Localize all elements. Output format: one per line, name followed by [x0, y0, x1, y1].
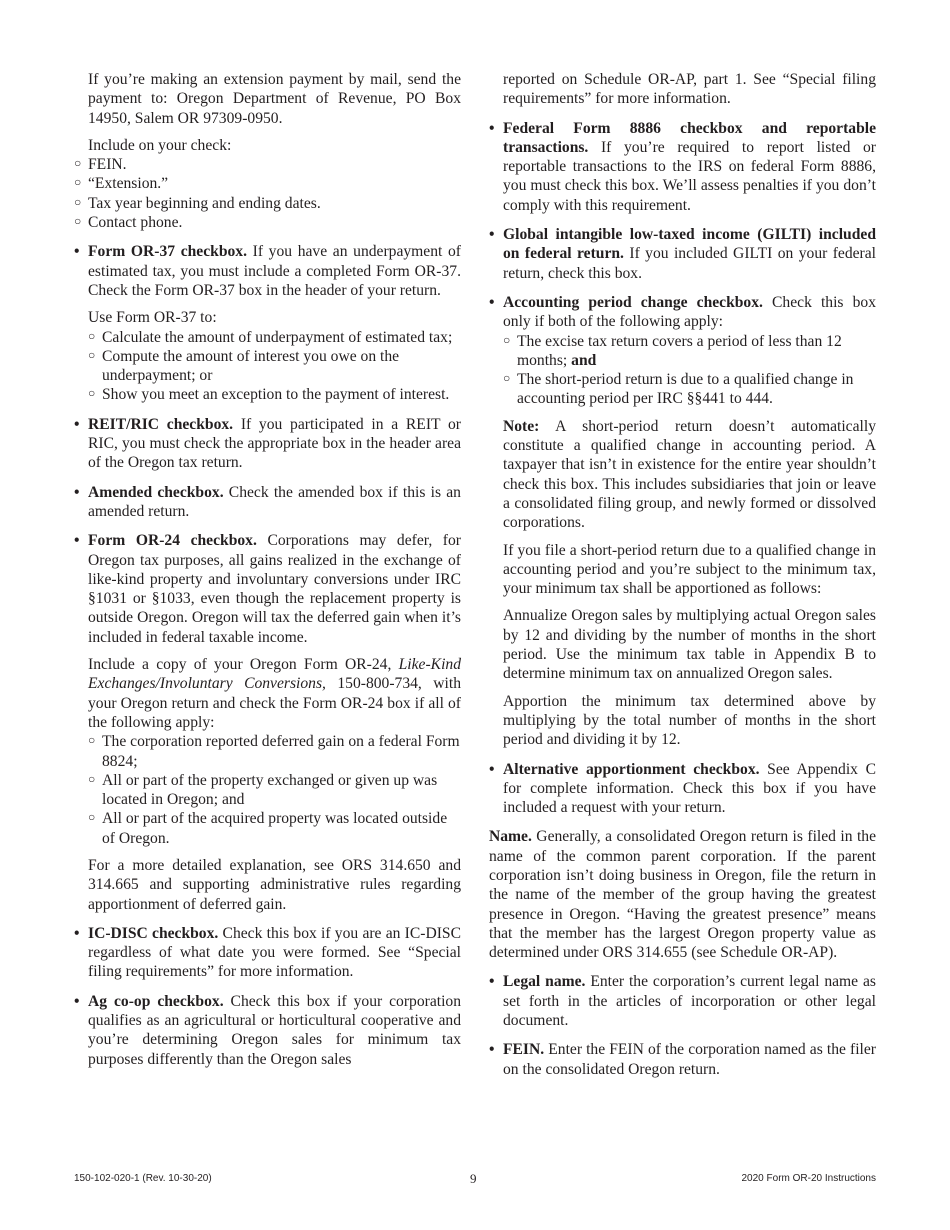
continued-paragraph: reported on Schedule OR-AP, part 1. See “Special filing requirements” for more information. [503, 71, 876, 108]
check-items-list [74, 155, 461, 232]
extension-payment-paragraph: If you’re making an extension payment by mail, send the payment to: Oregon Department of Revenue, PO Box 14950, Salem OR 97309-0950. [88, 71, 461, 127]
amended-bullet: • Amended checkbox. Check the amended box if this is an amended return. [74, 483, 461, 520]
accounting-period-list [503, 332, 876, 409]
f8886-bullet: • Federal Form 8886 checkbox and reportable transactions. If you’re required to report listed or reportable transactions to the IRS on federal Form 8886, you must check this box. We’ll assess penalties if you don’t comply with this requirement. [489, 119, 876, 214]
list-item: ○ The corporation reported deferred gain on a federal Form 8824; [88, 733, 460, 770]
or24-bullet: • Form OR-24 checkbox. Corporations may defer, for Oregon tax purposes, all gains realized in the exchange of like-kind property and involuntary conversions under IRC §1031 or §1033, even though the replacement property is outside Oregon. Oregon will tax the deferred gain when it’s included in federal taxable income. Include a copy of your Oregon Form OR-24, Like-Kind Exchanges/Involuntary Conversions, 150-800-734, with your Oregon return and check the Form OR-24 box if all of the following apply: ○ The corporation reported deferred gain on a federal Form 8824; ○ All or part of the property exchanged or given up was located in Oregon; and ○ All or part of the acquired property was located outside of Oregon. For a more detailed explanation, see ORS 314.650 and 314.665 and supporting administrative rules regarding apportionment of deferred gain. [74, 532, 461, 913]
left-column [74, 70, 461, 1069]
or37-list [88, 328, 461, 405]
list-item: ○ Tax year beginning and ending dates. [74, 194, 321, 212]
right-column [489, 70, 876, 1079]
legal-name-bullet: • Legal name. Enter the corporation’s current legal name as set forth in the articles of incorporation or other legal document. [489, 973, 876, 1030]
list-item: ○ Show you meet an exception to the payment of interest. [88, 386, 450, 404]
note-paragraph: Note: A short-period return doesn’t automatically constitute a qualified change in accounting period. A taxpayer that isn’t in existence for the entire year shouldn’t check this box. This includes subsidiaries that join or leave a consolidated filing group, and newly formed or dissolved corporations. [503, 417, 876, 532]
list-item: ○ All or part of the property exchanged or given up was located in Oregon; and [88, 771, 438, 809]
list-item: ○ The short-period return is due to a qualified change in accounting period per IRC §§441 to 444. [503, 371, 854, 408]
annualize-paragraph: Annualize Oregon sales by multiplying actual Oregon sales by 12 and dividing by the number of months in the short period. Use the minimum tax table in Appendix B to determine minimum tax on annualized Oregon sales. [503, 607, 876, 683]
icdisc-bullet: • IC-DISC checkbox. Check this box if you are an IC-DISC regardless of what date you were formed. See “Special filing requirements” for more information. [74, 924, 461, 981]
list-item: ○ Contact phone. [74, 214, 183, 232]
alt-apportionment-bullet: • Alternative apportionment checkbox. See Appendix C for complete information. Check this box if you have included a request with your return. [489, 760, 877, 817]
list-item: ○ “Extension.” [74, 175, 169, 193]
document-title: 2020 Form OR-20 Instructions [741, 1173, 876, 1184]
list-item: ○ All or part of the acquired property was located outside of Oregon. [88, 810, 448, 847]
include-on-check-label: Include on your check: [88, 136, 232, 154]
or37-bullet: • Form OR-37 checkbox. If you have an underpayment of estimated tax, you must include a completed Form OR-37. Check the Form OR-37 box in the header of your return. Use Form OR-37 to: ○ Calculate the amount of underpayment of estimated tax; ○ Compute the amount of interest you owe on the underpayment; or ○ Show you meet an exception to the payment of interest. [74, 243, 461, 404]
page-number: 9 [470, 1171, 477, 1186]
apportion-paragraph: Apportion the minimum tax determined above by multiplying by the total number of months in the short period and dividing it by 12. [503, 692, 876, 749]
fein-bullet: • FEIN. Enter the FEIN of the corporation named as the filer on the consolidated Oregon return. [489, 1041, 876, 1078]
form-number: 150-102-020-1 (Rev. 10-30-20) [74, 1173, 212, 1184]
list-item: ○ FEIN. [74, 156, 127, 174]
or24-list [88, 732, 461, 848]
list-item: ○ Compute the amount of interest you owe on the underpayment; or [88, 347, 400, 385]
agcoop-bullet: • Ag co-op checkbox. Check this box if your corporation qualifies as an agricultural or horticultural cooperative and you’re determining Oregon sales for minimum tax purposes differently than the Oregon sales [74, 992, 462, 1068]
list-item: ○ Calculate the amount of underpayment of estimated tax; [88, 328, 453, 346]
accounting-period-bullet: • Accounting period change checkbox. Check this box only if both of the following apply: ○ The excise tax return covers a period of less than 12 months; and ○ The short-period return is due to a qualified change in accounting period per IRC §§441 to 444. Note: A short-period return doesn’t automatically constitute a qualified change in accounting period. A taxpayer that isn’t in existence for the entire year shouldn’t check this box. This includes subsidiaries that join or leave a consolidated filing group, and newly formed or dissolved corporations. If you file a short-period return due to a qualified change in accounting period and you’re subject to the minimum tax, your minimum tax shall be apportioned as follows: Annualize Oregon sales by multiplying actual Oregon sales by 12 and dividing by the number of months in the short period. Use the minimum tax table in Appendix B to determine minimum tax on annualized Oregon sales. Apportion the minimum tax determined above by multiplying by the total number of months in the short period and dividing it by 12. [489, 293, 876, 749]
name-paragraph: Name. Generally, a consolidated Oregon return is filed in the name of the common parent corporation. If the parent corporation isn’t doing business in Oregon, file the return in the name of the member of the group having the greatest presence in Oregon. “Having the greatest presence” means that the member has the largest Oregon property value as determined under ORS 314.655 (see Schedule OR-AP). [489, 828, 876, 962]
short-period-paragraph: If you file a short-period return due to a qualified change in accounting period and you’re subject to the minimum tax, your minimum tax shall be apportioned as follows: [503, 541, 876, 598]
list-item: ○ The excise tax return covers a period of less than 12 months; and [503, 332, 842, 369]
reit-bullet: • REIT/RIC checkbox. If you participated in a REIT or RIC, you must check the appropriate box in the header area of the Oregon tax return. [74, 415, 461, 472]
gilti-bullet: • Global intangible low-taxed income (GILTI) included on federal return. If you included GILTI on your federal return, check this box. [489, 226, 876, 282]
